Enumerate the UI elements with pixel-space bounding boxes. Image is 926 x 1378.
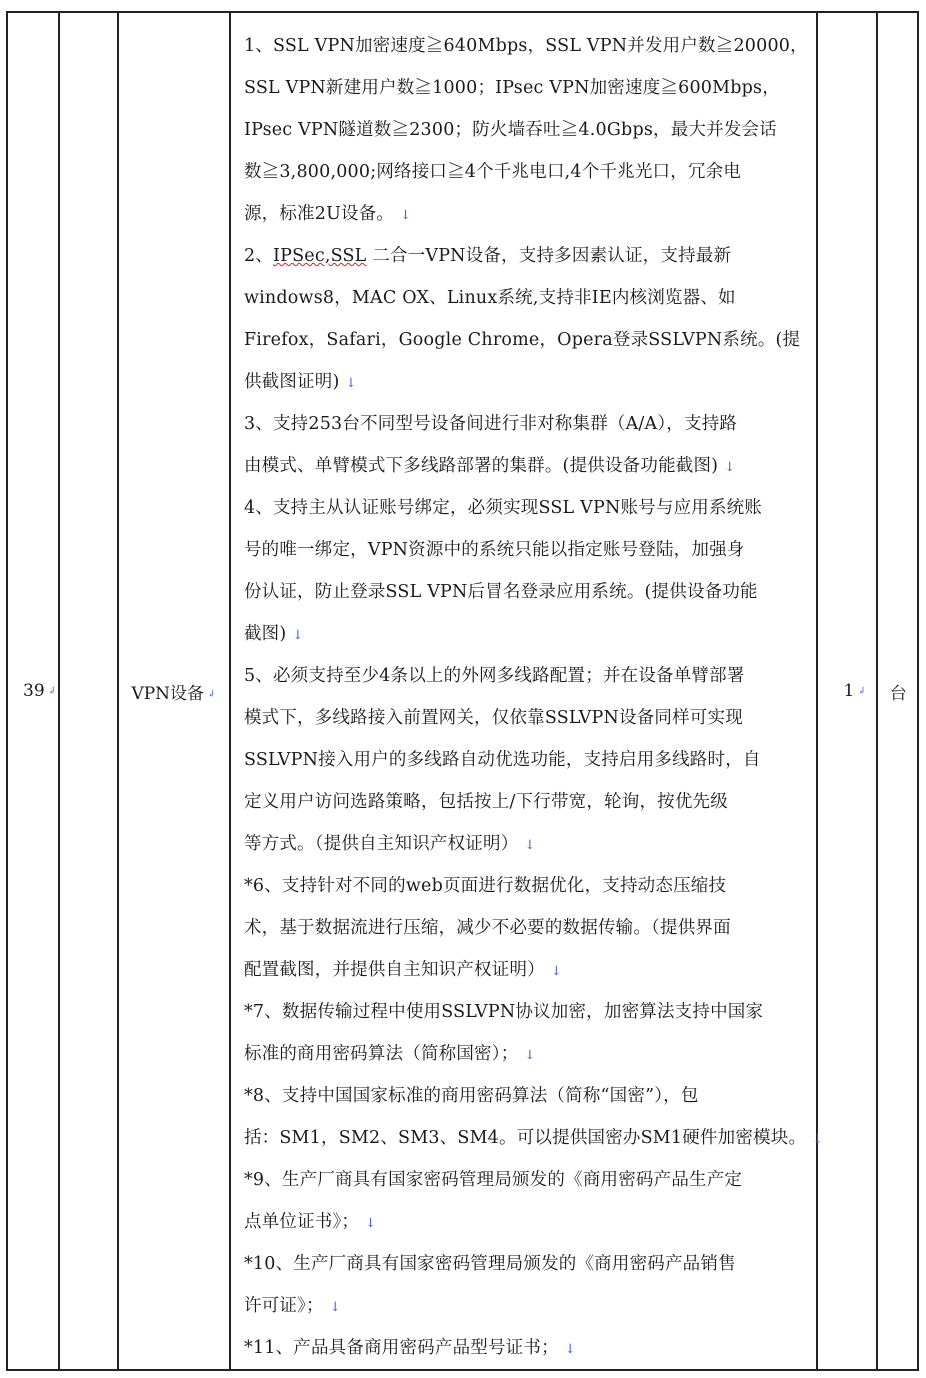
row-number: 39 — [23, 681, 45, 701]
spec-text: 点单位证书》； — [243, 1212, 360, 1232]
paragraph-mark-icon: ↓ — [365, 1216, 377, 1231]
table-row — [7, 12, 918, 1370]
paragraph-mark-icon: ↓ — [400, 208, 412, 223]
spec-text: 定义用户访问选路策略，包括按上/下行带宽，轮询，按优先级 — [243, 792, 728, 812]
spec-text: 许可证》； — [243, 1296, 324, 1316]
paragraph-mark-icon: ↓ — [292, 628, 304, 643]
spec-line — [244, 1201, 810, 1243]
spec-text: Firefox，Safari，Google Chrome，Opera登录SSLVPN系统。(提 — [243, 330, 801, 350]
spec-text: 等方式。（提供自主知识产权证明） — [243, 834, 519, 854]
spec-line — [244, 571, 810, 613]
spec-text: 5、必须支持至少4条以上的外网多线路配置；并在设备单臂部署 — [243, 666, 745, 686]
unit-cell — [877, 12, 918, 1370]
paragraph-mark-icon: ↓ — [524, 1048, 536, 1063]
spec-line — [244, 361, 810, 403]
quantity-cell — [817, 12, 877, 1370]
spec-line — [244, 1033, 810, 1075]
spec-line — [244, 319, 810, 361]
spec-line — [244, 991, 810, 1033]
spec-text: *8、支持中国国家标准的商用密码算法（简称“国密”），包 — [243, 1086, 699, 1106]
paragraph-mark-icon: ↓ — [550, 964, 562, 979]
empty-cell — [59, 12, 118, 1370]
spec-line — [244, 151, 810, 193]
spec-line — [244, 403, 810, 445]
spec-text: 号的唯一绑定，VPN资源中的系统只能以指定账号登陆，加强身 — [243, 540, 745, 560]
spec-text: 术，基于数据流进行压缩，减少不必要的数据传输。（提供界面 — [243, 918, 731, 938]
paragraph-mark-icon: ↓ — [345, 376, 357, 391]
spec-text: *10、生产厂商具有国家密码管理局颁发的《商用密码产品销售 — [243, 1254, 736, 1274]
unit: 台 — [889, 683, 907, 704]
spec-line — [244, 445, 810, 487]
spec-line — [244, 1327, 810, 1369]
spec-line — [244, 865, 810, 907]
cell-end-mark: ↲ — [857, 686, 866, 697]
spec-line — [244, 487, 810, 529]
spec-line — [244, 781, 810, 823]
spec-text: 数≧3,800,000;网络接口≧4个千兆电口,4个千兆光口，冗余电 — [243, 162, 742, 182]
cell-end-mark: ↲ — [47, 686, 57, 697]
spec-line — [243, 1117, 824, 1159]
spec-text: 4、支持主从认证账号绑定，必须实现SSL VPN账号与应用系统账 — [243, 498, 763, 518]
spec-text-prefix: 2、 — [243, 246, 273, 266]
spec-table — [6, 11, 919, 1371]
spec-text: 括：SM1，SM2、SM3、SM4。可以提供国密办SM1硬件加密模块。 — [243, 1128, 807, 1148]
spec-line — [244, 25, 810, 67]
spec-line — [244, 1243, 810, 1285]
spec-line — [244, 739, 810, 781]
item-name: VPN设备 — [131, 683, 205, 704]
paragraph-mark-icon: ↓ — [812, 1132, 824, 1147]
spec-cell — [230, 12, 824, 1370]
spec-text: 1、SSL VPN加密速度≧640Mbps，SSL VPN并发用户数≧20000， — [243, 36, 808, 56]
quantity: 1 — [843, 681, 855, 701]
spec-text: windows8，MAC OX、Linux系统,支持非IE内核浏览器、如 — [243, 288, 736, 308]
spec-text: 模式下，多线路接入前置网关，仅依靠SSLVPN设备同样可实现 — [243, 708, 743, 728]
paragraph-mark-icon: ↓ — [564, 1342, 576, 1357]
spec-line — [244, 1159, 810, 1201]
spellcheck-underlined-text: IPSec,SSL — [273, 246, 367, 266]
item-name-cell — [118, 12, 229, 1370]
paragraph-mark-icon: ↓ — [329, 1300, 341, 1315]
spec-line — [244, 1285, 810, 1327]
spec-line — [244, 277, 810, 319]
spec-text: SSL VPN新建用户数≧1000；IPsec VPN加密速度≧600Mbps， — [243, 78, 780, 98]
spec-text: 由模式、单臂模式下多线路部署的集群。(提供设备功能截图) — [243, 456, 719, 476]
spec-line — [244, 697, 810, 739]
spec-text: 份认证，防止登录SSL VPN后冒名登录应用系统。(提供设备功能 — [243, 582, 758, 602]
spec-text: *7、数据传输过程中使用SSLVPN协议加密，加密算法支持中国家 — [243, 1002, 764, 1022]
spec-text: SSLVPN接入用户的多线路自动优选功能，支持启用多线路时，自 — [243, 750, 761, 770]
spec-line — [244, 655, 810, 697]
cell-end-mark: ↲ — [207, 688, 216, 700]
spec-line — [244, 193, 810, 235]
spec-line — [244, 907, 810, 949]
spec-line — [244, 109, 810, 151]
spec-line — [244, 613, 810, 655]
spec-text: 配置截图，并提供自主知识产权证明） — [243, 960, 545, 980]
spec-line — [244, 235, 810, 277]
paragraph-mark-icon: ↓ — [524, 838, 536, 853]
spec-line — [244, 823, 810, 865]
spec-line — [244, 67, 810, 109]
spec-text: 截图) — [243, 624, 287, 644]
spec-list — [231, 13, 824, 1369]
spec-text: 供截图证明) — [243, 372, 340, 392]
spec-line — [244, 949, 810, 991]
spec-line — [244, 1075, 810, 1117]
spec-text: 3、支持253台不同型号设备间进行非对称集群（A/A），支持路 — [243, 414, 738, 434]
spec-text: *6、支持针对不同的web页面进行数据优化，支持动态压缩技 — [243, 876, 727, 896]
spec-text: 标准的商用密码算法（简称国密）； — [243, 1044, 519, 1064]
paragraph-mark-icon: ↓ — [724, 460, 736, 475]
spec-text: *11、产品具备商用密码产品型号证书； — [243, 1338, 559, 1358]
spec-text: 源，标准2U设备。 — [243, 204, 395, 224]
spec-text: 二合一VPN设备，支持多因素认证，支持最新 — [366, 246, 732, 266]
row-number-cell — [7, 12, 59, 1370]
spec-text: IPsec VPN隧道数≧2300；防火墙吞吐≧4.0Gbps，最大并发会话 — [243, 120, 777, 140]
spec-text: *9、生产厂商具有国家密码管理局颁发的《商用密码产品生产定 — [243, 1170, 743, 1190]
spec-line — [244, 529, 810, 571]
